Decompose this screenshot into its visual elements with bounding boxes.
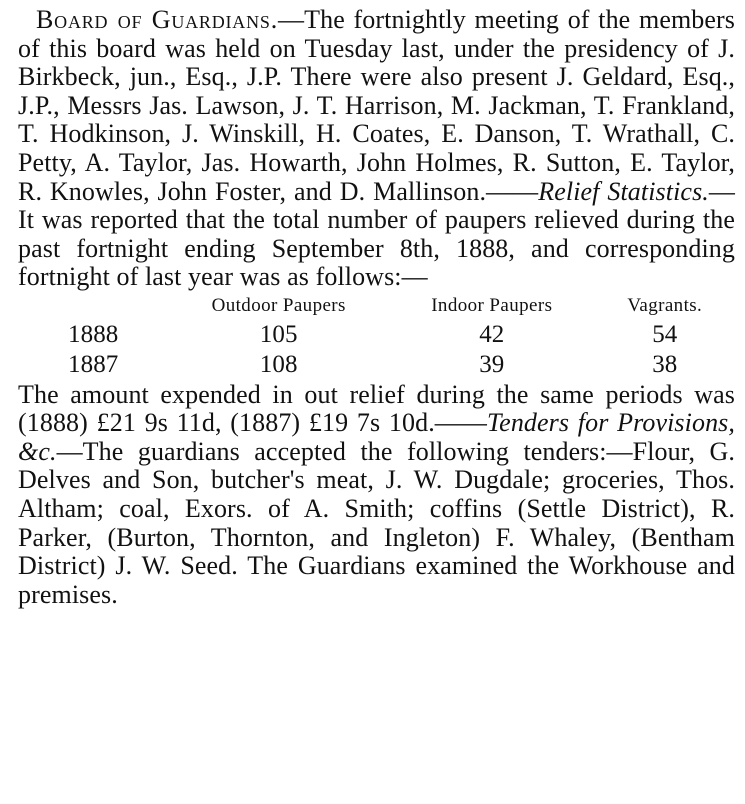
relief-statistics-text: —It was reported that the total number of paupers relieved during the past fortnight ending September 8th, 1888, and corresponding fortnight of last year was as follows:—: [18, 176, 735, 292]
table-header-indoor: Indoor Paupers: [431, 294, 553, 316]
tenders-text: —The guardians accepted the following tenders:—Flour, G. Delves and Son, butcher's meat, J. W. Dugdale; groceries, Thos. Altham; coal, Exors. of A. Smith; coffins (Settle District), R. Parker, (Burton, Thornton, and Ingleton) F. Whaley, (Bentham District) J. W. Seed. The Guardians examined the Workhouse and premises.: [18, 436, 735, 609]
article-intro-text: —The fortnightly meeting of the members of this board was held on Tuesday last, under the presidency of J. Birkbeck, jun., Esq., J.P. There were also present J. Geldard, Esq., J.P., Messrs Jas. Lawson, J. T. Harrison, M. Jackman, T. Frankland, T. Hodkinson, J. Winskill, H. Coates, E. Danson, T. Wrathall, C. Petty, A. Taylor, Jas. Howarth, John Holmes, R. Sutton, E. Taylor, R. Knowles, John Foster, and D. Mallinson.——: [18, 5, 735, 206]
table-cell-year: 1887: [68, 351, 119, 379]
table-cell-year: 1888: [68, 321, 119, 349]
expenditure-text: The amount expended in out relief during the same periods was (1888) £21 9s 11d, (1887) £19 7s 10d.——: [18, 379, 735, 438]
article-paragraph-opening: [18, 6, 735, 292]
table-cell-indoor: 42: [479, 321, 505, 349]
table-cell-vagrants: 54: [652, 321, 678, 349]
table-header-row: [18, 292, 735, 321]
table-header-outdoor: Outdoor Paupers: [211, 294, 346, 316]
pauper-statistics-table: [18, 292, 735, 381]
table-cell-outdoor: 108: [259, 351, 298, 379]
table-cell-outdoor: 105: [259, 321, 298, 349]
tenders-heading: Tenders for Provisions, &c.: [18, 408, 735, 466]
table-cell-vagrants: 38: [652, 351, 678, 379]
article-paragraph-expenditure: [18, 381, 735, 610]
table-row: [18, 321, 735, 351]
table-row: [18, 351, 735, 381]
article-heading: Board of Guardians.: [36, 5, 279, 34]
table-cell-indoor: 39: [479, 351, 505, 379]
table-header-year: [18, 292, 168, 321]
table-header-vagrants: Vagrants.: [627, 294, 703, 316]
relief-statistics-heading: Relief Statistics.: [538, 176, 709, 206]
